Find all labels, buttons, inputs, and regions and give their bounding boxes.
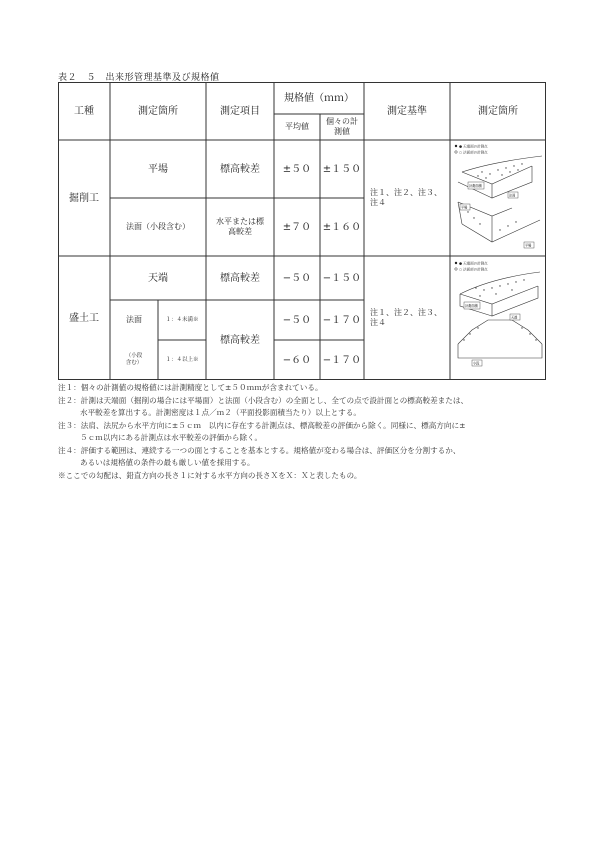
- emb-tag-crown: 天端: [511, 315, 518, 320]
- spec-table: [58, 82, 546, 380]
- emb-tag-area: 計測面積: [465, 304, 478, 308]
- emb-crown-location: 天端: [148, 272, 168, 284]
- emb-standard: 注１、注２、注３、注４: [370, 308, 442, 327]
- header-individual: 個々の計測値: [326, 117, 358, 136]
- exc-flat-location: 平場: [148, 163, 168, 175]
- exc-legend-1: ● 天端面の計測点: [459, 144, 488, 149]
- emb-crown-individual: −１５０: [322, 272, 362, 284]
- work-excavation: 掘削工: [69, 192, 99, 204]
- excavation-measurement-diagram: [452, 142, 544, 254]
- emb-crown-item: 標高較差: [220, 272, 260, 284]
- note-2-cont: 水平較差を算出する。計測密度は１点／ｍ２（平面投影面積当たり）以上とする。: [80, 408, 361, 417]
- emb-slope-under-1-4: １：４未満※: [165, 316, 199, 323]
- embankment-measurement-diagram: [452, 258, 544, 378]
- header-figure: 測定箇所: [478, 105, 518, 117]
- emb-slope-berm: [110, 340, 158, 380]
- header-spec: 規格値（ｍｍ）: [284, 92, 354, 104]
- emb-slope1-individual: −１７０: [322, 314, 362, 326]
- exc-slope-location: 法面（小段含む）: [126, 222, 190, 231]
- emb-legend-2: ○ 法面部の計測点: [459, 267, 488, 272]
- emb-tag-berm: 小段: [473, 361, 480, 366]
- note-4: 注４：評価する範囲は、連続する一つの面とすることを基本とする。規格値が変わる場合は、評価区分を分割するか、: [58, 445, 461, 455]
- note-3-cont: ５ｃｍ以内にある計測点は水平較差の評価から除く。: [80, 433, 263, 442]
- emb-slope-berm-bottom: 含む）: [125, 360, 143, 366]
- emb-slope-item: 標高較差: [220, 334, 260, 346]
- exc-flat-average: ±５０: [282, 163, 312, 175]
- exc-tag-flat: 平場: [461, 205, 468, 210]
- emb-slope-over-1-4: １：４以上※: [165, 356, 199, 363]
- exc-standard: 注１、注２、注３、注４: [370, 188, 442, 207]
- exc-tag-area: 計測面積: [469, 184, 482, 188]
- exc-flat-item: 標高較差: [220, 163, 260, 175]
- header-item: 測定項目: [220, 105, 260, 117]
- header-work-type: 工種: [74, 105, 94, 117]
- emb-legend-1: ● 天端面の計測点: [459, 261, 488, 266]
- emb-slope2-individual: −１７０: [322, 354, 362, 366]
- exc-tag-slope: 法面: [509, 193, 516, 198]
- header-average: 平均値: [285, 122, 309, 131]
- exc-slope-item: 水平または標高較差: [216, 217, 264, 236]
- emb-crown-average: −５０: [282, 272, 312, 284]
- note-slope: ※ここでの勾配は、鉛直方向の長さ１に対する水平方向の長さＸをＸ：Ｘと表したもの。: [58, 470, 362, 480]
- exc-slope-average: ±７０: [282, 221, 312, 233]
- exc-slope-individual: ±１６０: [322, 221, 362, 233]
- note-4-cont: あるいは規格値の条件の最も厳しい値を採用する。: [80, 458, 255, 467]
- emb-slope2-average: −６０: [282, 354, 312, 366]
- header-standard: 測定基準: [387, 105, 427, 117]
- note-2: 注２：計測は天端面（掘削の場合には平場面）と法面（小段含む）の全面とし、全ての点で設計面との標高較差または、: [58, 395, 469, 405]
- emb-slope-berm-top: （小段: [125, 353, 143, 359]
- exc-tag-flat-2: 平場: [525, 243, 532, 248]
- emb-slope-location: 法面: [126, 315, 142, 324]
- note-1: 注１：個々の計測値の規格値には計測精度として±５０ｍｍが含まれている。: [58, 383, 323, 392]
- exc-legend-2: ○ 法面部の計測点: [459, 150, 488, 155]
- work-embankment: 盛土工: [69, 312, 99, 324]
- emb-slope1-average: −５０: [282, 314, 312, 326]
- table-caption: 表２ ５ 出来形管理基準及び規格値: [58, 73, 220, 83]
- header-location: 測定箇所: [138, 105, 178, 117]
- note-3: 注３：法肩、法尻から水平方向に±５ｃｍ 以内に存在する計測点は、標高較差の評価から除く。同様に、標高方向に±: [58, 420, 466, 430]
- exc-flat-individual: ±１５０: [322, 163, 362, 175]
- notes-section: [58, 382, 558, 482]
